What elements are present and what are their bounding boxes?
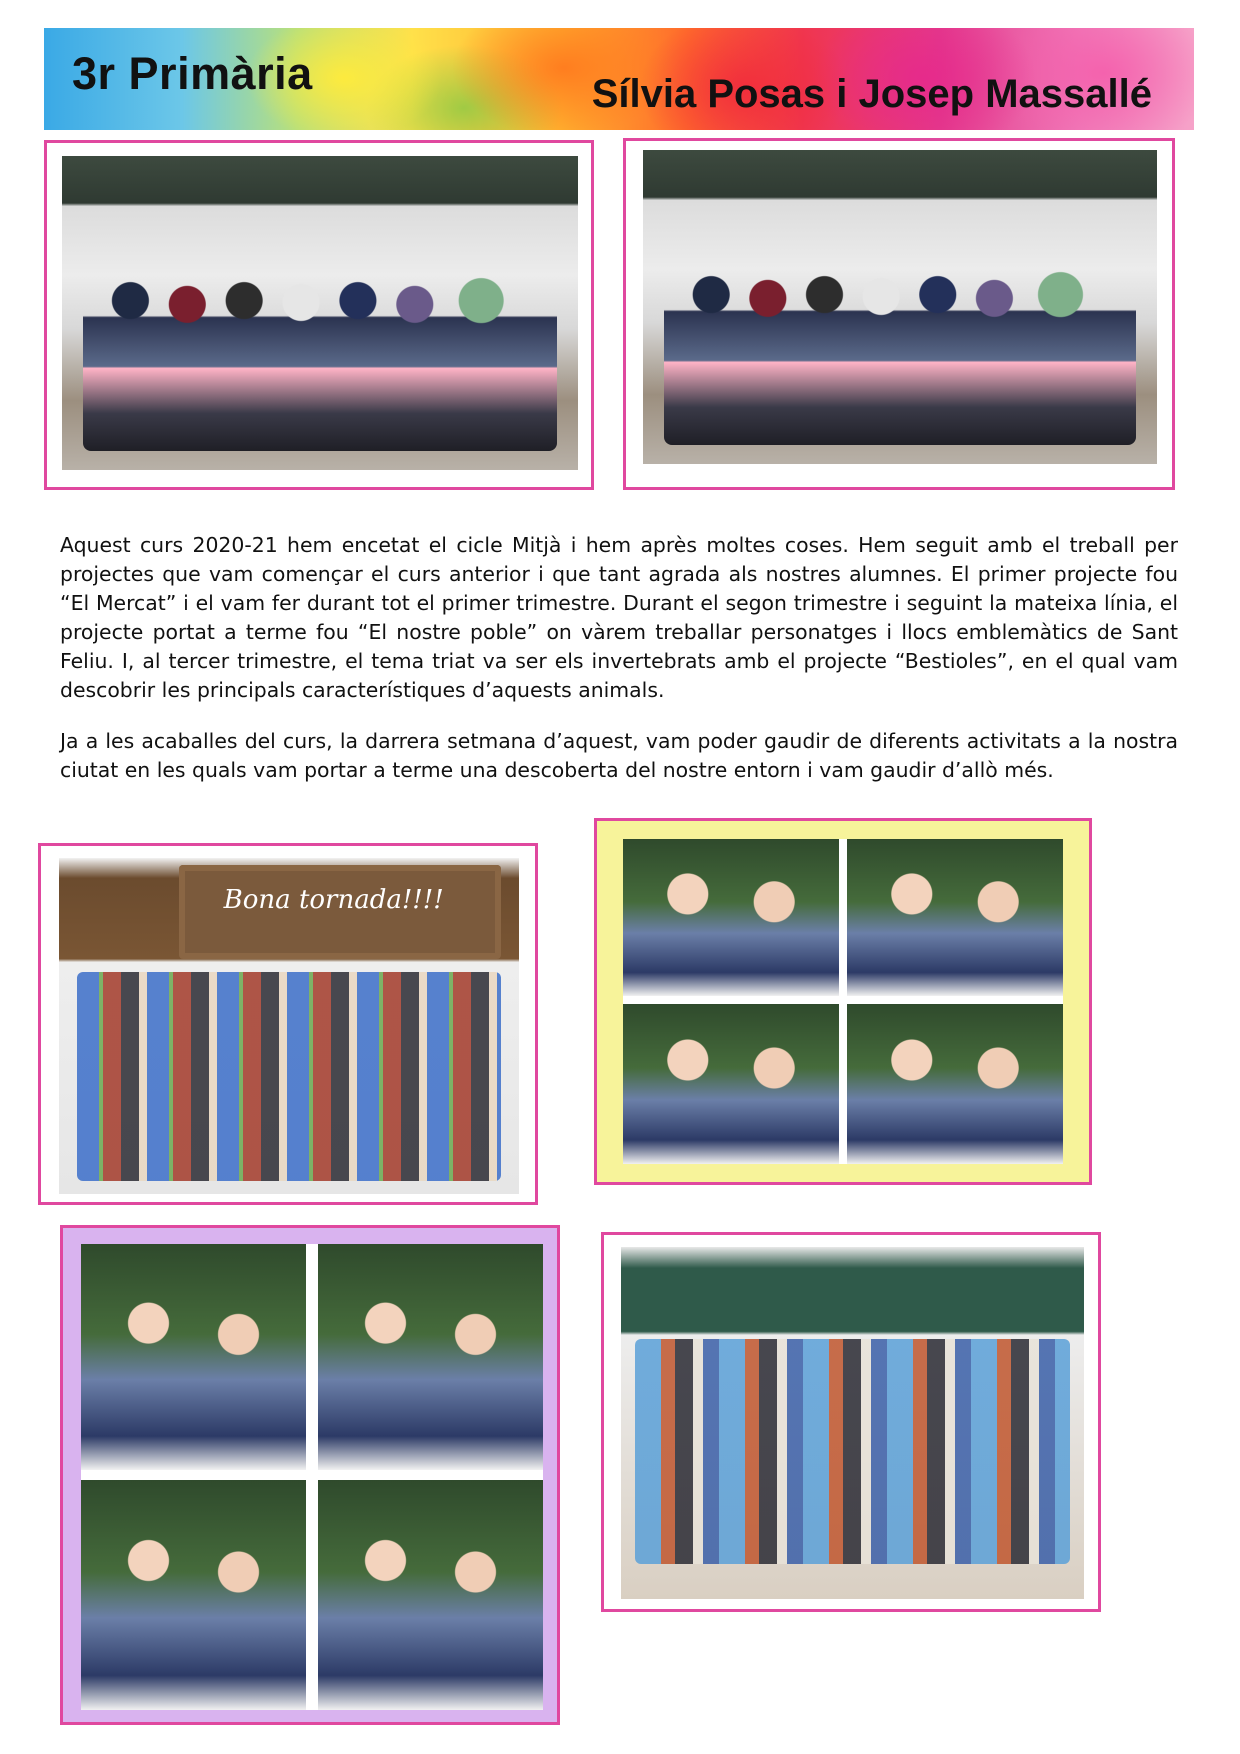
mosaic-photo-1 [81,1244,306,1470]
activity-photo-frame-trees [38,843,538,1205]
mosaic-photo-4 [847,1004,1063,1164]
mosaic-purple [81,1244,543,1710]
activity-photo-frame-classroom [601,1232,1101,1612]
students-with-paintings [77,972,500,1180]
mosaic-photo-1 [623,839,839,996]
students-with-paintings [635,1339,1070,1564]
mosaic-frame-purple [60,1225,560,1725]
intro-paragraph: Aquest curs 2020-21 hem encetat el cicle Mitjà i hem après moltes coses. Hem seguit amb el treball per projectes que vam començar el curs anterior i que tant agrada als nostres alumnes. El primer projecte fou “El Mercat” i el vam fer durant tot el primer trimestre. Durant el segon trimestre i seguint la mateixa línia, el projecte portat a terme fou “El nostre poble” on vàrem treballar personatges i llocs emblemàtics de Sant Feliu. I, al tercer trimestre, el tema triat va ser els invertebrats amb el projecte “Bestioles”, en el qual vam descobrir les principals característiques d’aquests animals. [60,533,1178,702]
mosaic-frame-yellow [594,818,1092,1185]
mosaic-photo-4 [318,1480,543,1710]
group-photo-frame-left [44,140,594,490]
mosaic-photo-2 [847,839,1063,996]
students-group [664,257,1137,445]
cork-board [179,865,501,959]
students-group [83,263,558,451]
mosaic-photo-3 [81,1480,306,1710]
closing-paragraph: Ja a les acaballes del curs, la darrera setmana d’aquest, vam poder gaudir de diferents activitats a la nostra ciutat en les quals vam portar a terme una descoberta del nostre entorn i vam gaudir d’allò més. [60,729,1178,782]
class-title: 3r Primària [72,48,313,99]
group-photo-right [643,150,1157,464]
mosaic-photo-2 [318,1244,543,1470]
header-banner [44,28,1194,130]
group-photo-frame-right [623,138,1175,490]
teachers-names: Sílvia Posas i Josep Massallé [591,72,1152,116]
group-photo-left [62,156,578,470]
activity-photo-classroom [621,1247,1084,1599]
mosaic-yellow [623,839,1063,1164]
activity-photo-trees [59,858,519,1194]
mosaic-photo-3 [623,1004,839,1164]
board-text: Bona tornada!!!! [223,885,444,916]
